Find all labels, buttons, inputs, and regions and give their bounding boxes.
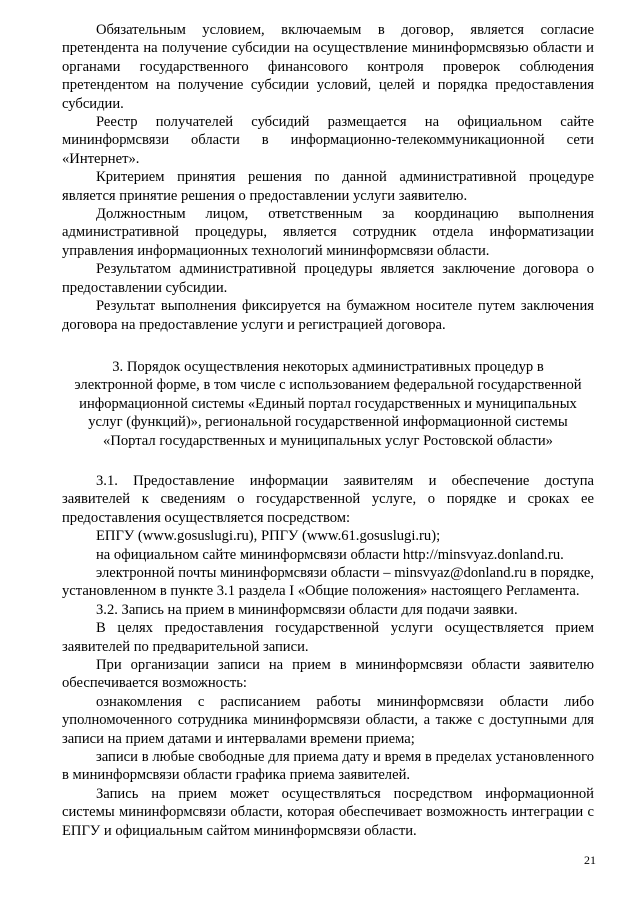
paragraph-info-system-booking: Запись на прием может осуществляться посредством информационной системы мининформсвязи области, которая обеспечивает возможность интеграции с ЕПГУ и официальным сайтом мининформсвязи области. (62, 785, 594, 839)
paragraph-portals: ЕПГУ (www.gosuslugi.ru), РПГУ (www.61.gosuslugi.ru); (96, 528, 441, 545)
paragraph-booking-possibility: При организации записи на прием в мининформсвязи области заявителю обеспечивается возможность: (62, 657, 594, 692)
paragraph-email: электронной почты мининформсвязи области – minsvyaz@donland.ru в порядке, установленном в пункте 3.1 раздела I «Общие положения» настоящего Регламента. (62, 564, 594, 600)
paragraph-agreement-condition: Обязательным условием, включаемым в договор, является согласие претендента на получение субсидии на осуществление мининформсвязью области и органами государственного финансового контроля проверок соблюдения претендентом на получение субсидии условий, целей и порядка предоставления субсидии. (62, 22, 594, 112)
section-heading: 3. Порядок осуществления некоторых административных процедур в электронной форме, в том числе с использованием федеральной государственной информационной системы «Единый портал государственных и муниципальных услуг (функций)», региональной государственной информационной системы «Портал государственных и муниципальных услуг Ростовской области» (74, 358, 582, 449)
document-body (62, 21, 594, 840)
paragraph-preliminary-booking: В целях предоставления государственной услуги осуществляется прием заявителей по предварительной записи. (62, 620, 594, 655)
paragraph-registry: Реестр получателей субсидий размещается на официальном сайте мининформсвязи области в информационно-телекоммуникационной сети «Интернет». (62, 114, 594, 167)
paragraph-procedure-result: Результатом административной процедуры является заключение договора о предоставлении субсидии. (62, 261, 594, 296)
paragraph-responsible-official: Должностным лицом, ответственным за координацию выполнения административной процедуры, является сотрудник отдела информатизации управления информационных технологий мининформсвязи области. (62, 206, 594, 259)
paragraph-result-recording: Результат выполнения фиксируется на бумажном носителе путем заключения договора на предоставление услуги и регистрацией договора. (62, 298, 594, 333)
page-number: 21 (584, 853, 596, 867)
paragraph-official-site: на официальном сайте мининформсвязи области http://minsvyaz.donland.ru. (96, 546, 564, 563)
paragraph-free-slots: записи в любые свободные для приема дату и время в пределах установленного в мининформсвязи области графика приема заявителей. (62, 749, 594, 784)
paragraph-schedule-familiarization: ознакомления с расписанием работы мининформсвязи области либо уполномоченного сотрудника мининформсвязи области, а также с доступными для записи на прием датами и интервалами времени приема; (62, 693, 594, 747)
paragraph-decision-criterion: Критерием принятия решения по данной административной процедуре является принятие решения о предоставлении услуги заявителю. (62, 169, 594, 204)
paragraph-3-2-appointment: 3.2. Запись на прием в мининформсвязи области для подачи заявки. (96, 601, 518, 618)
paragraph-3-1-info-provision: 3.1. Предоставление информации заявителям и обеспечение доступа заявителей к сведениям о государственной услуге, о порядке и сроках ее предоставления осуществляется посредством: (62, 472, 594, 526)
